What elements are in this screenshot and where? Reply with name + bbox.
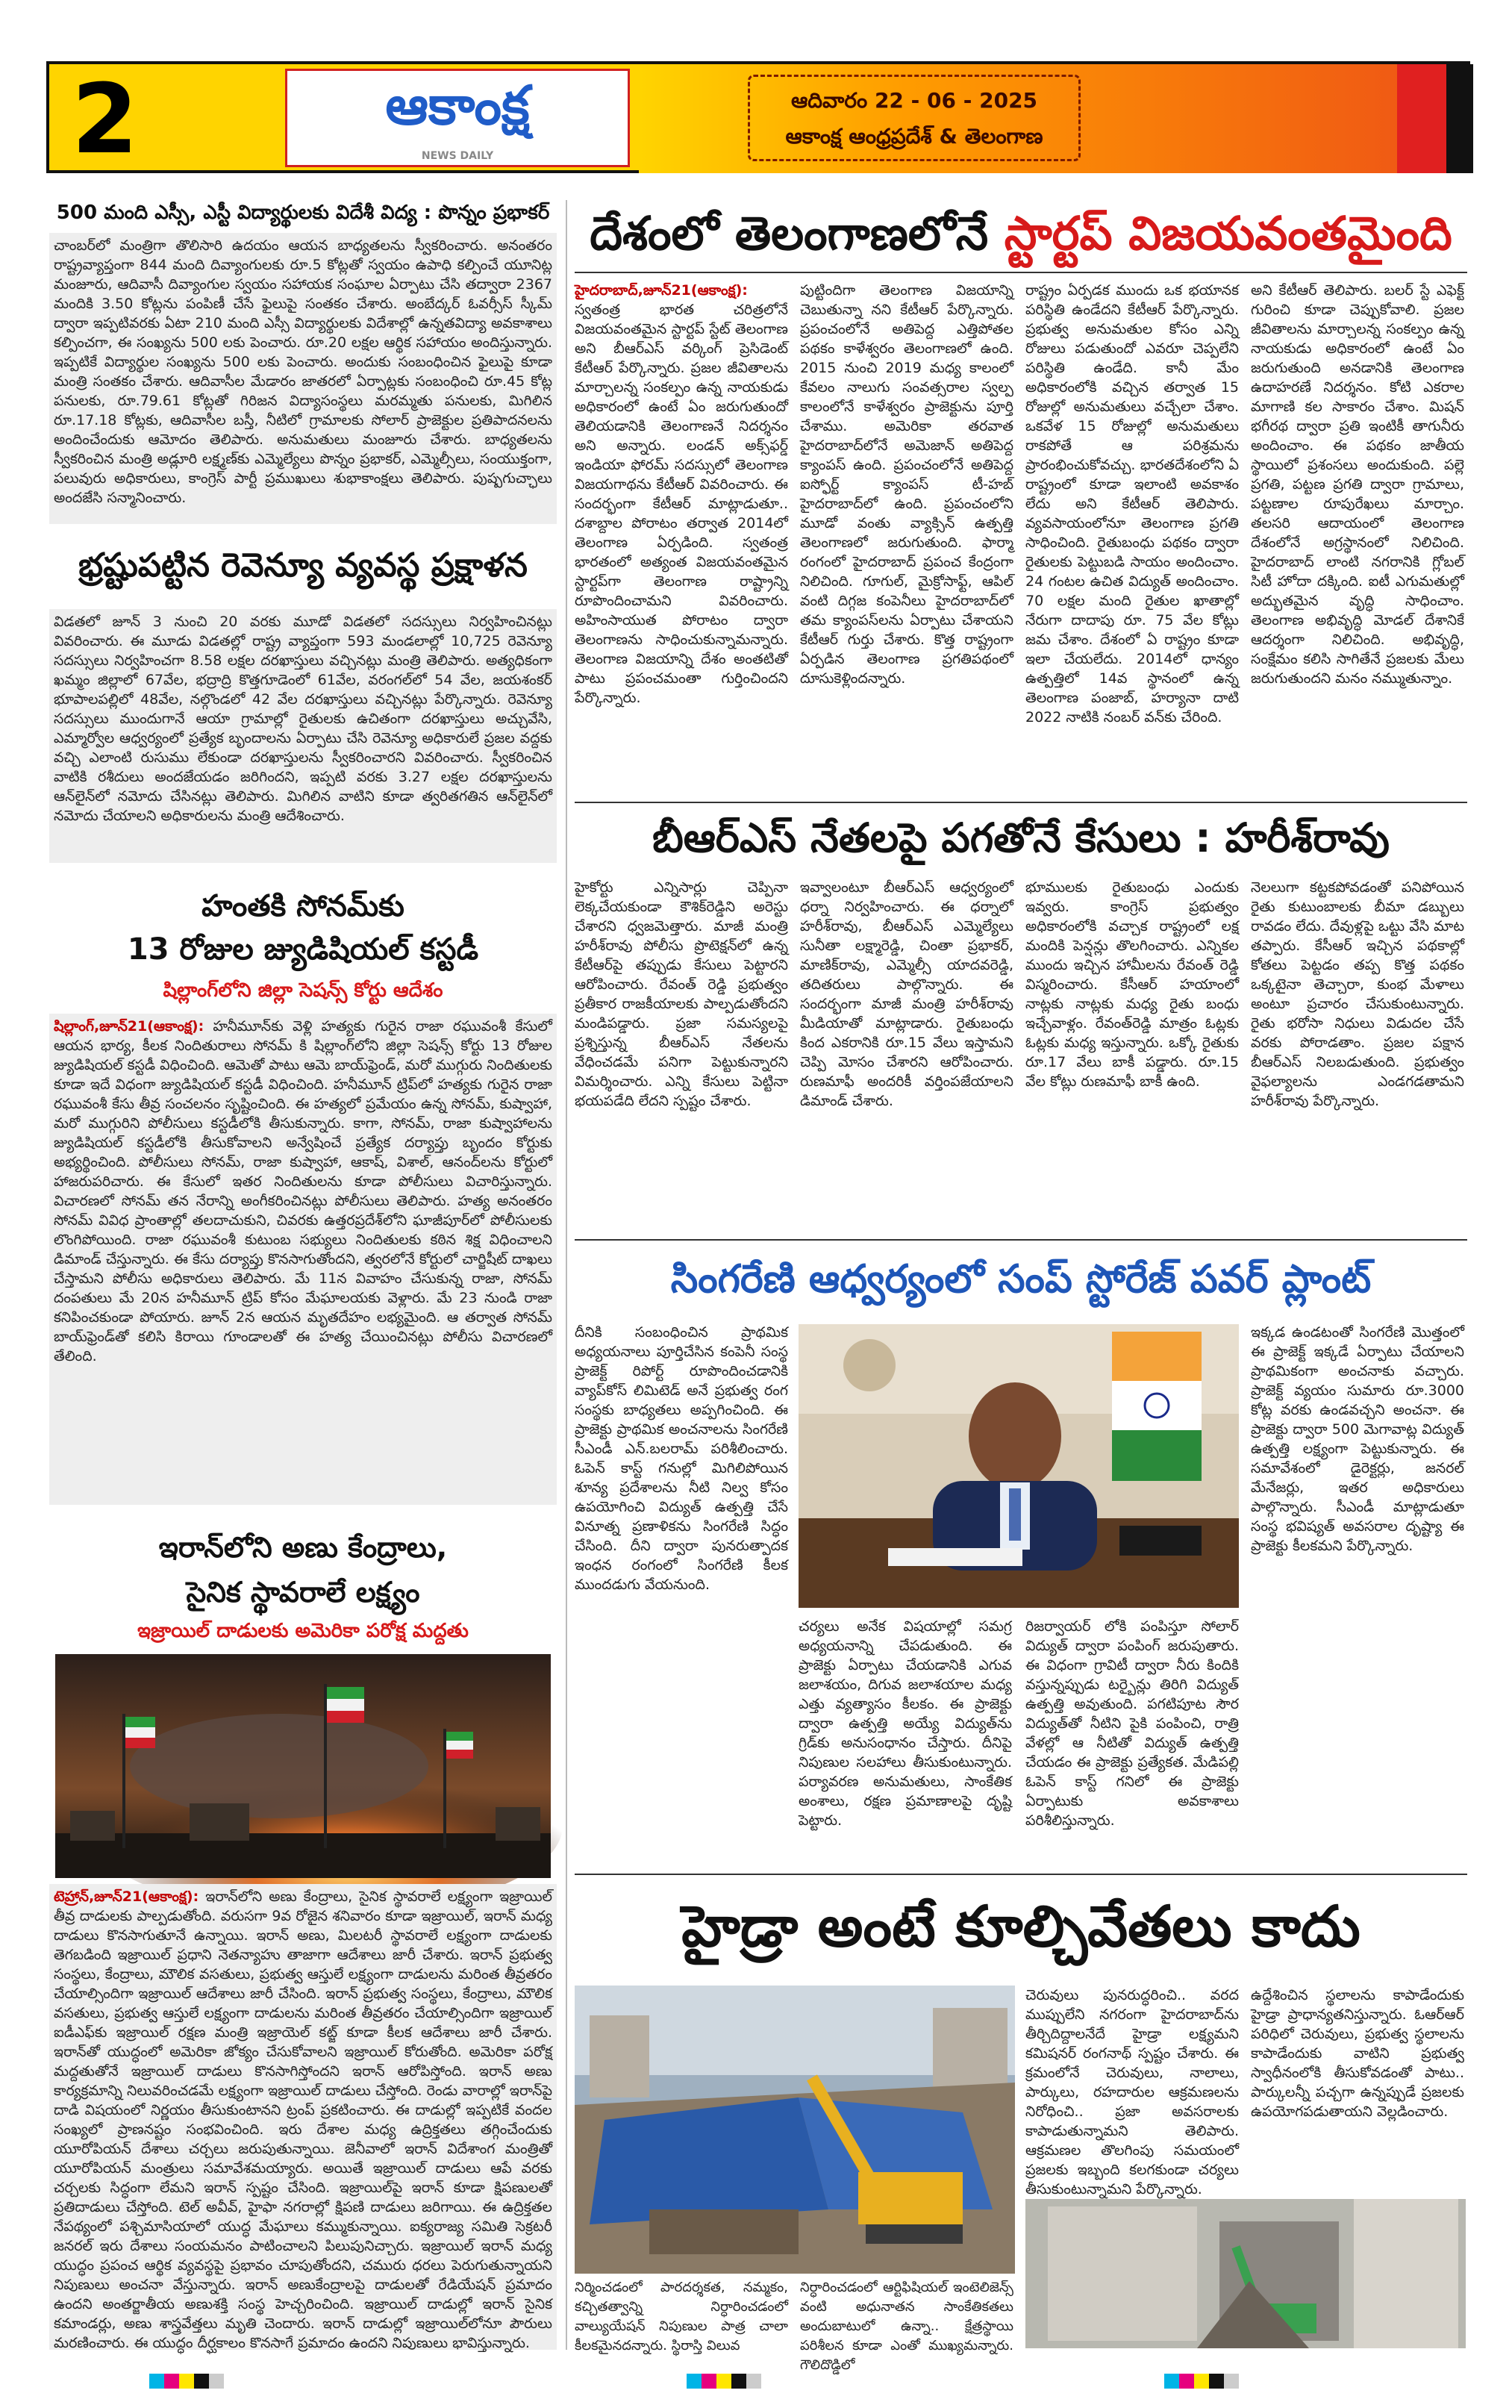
- lead-col1-text: స్వతంత్ర భారత చరిత్రలోనే విజయవంతమైన స్టార్టప్ స్టేట్ తెలంగాణ అని బీఆర్ఎస్ వర్కింగ్ ప్రెసిడెంట్ కేటీఆర్ పేర్కొన్నారు. ప్రజల జీవితాలను మార్చాలన్న సంకల్పం ఉన్న నాయకుడు అధికారంలో ఉంటే ఏం జరుగుతుందో తెలియడానికి తెలంగాణనే నిదర్శనం అని అన్నారు. లండన్ అక్స్‌ఫర్డ్ ఇండియా ఫోరమ్ సదస్సులో తెలంగాణ విజయగాథను కేటీఆర్ వివరించారు. ఈ సందర్భంగా కేటీఆర్ మాట్లాడుతూ.. దశాబ్దాల పోరాటం తర్వాత 2014లో తెలంగాణ ఏర్పడింది. స్వతంత్ర భారతంలో అత్యంత విజయవంతమైన స్టార్టప్‌గా తెలంగాణ రాష్ట్రాన్ని రూపొందించామని వివరించారు. అహింసాయుత పోరాటం ద్వారా తెలంగాణను సాధించుకున్నామన్నారు. తెలంగాణ విజయాన్ని దేశం అంతటితో పాటు ప్రపంచమంతా గుర్తించిందని పేర్కొన్నారు.: [575, 302, 788, 706]
- harish-col4: నెలలుగా కట్టకపోవడంతో పనిపోయిన రైతు కుటుంబాలకు బీమా డబ్బులు రావడం లేదు. దేవుళ్లపై ఒట్టు వేసి మాట తప్పారు. కేసీఆర్ ఇచ్చిన పథకాల్లో కోతలు పెట్టడం తప్ప కొత్త పథకం ఒక్కటైనా తెచ్చారా, కుంభ మేళాలు అంటూ ప్రచారం చేసుకుంటున్నారు. రైతు భరోసా నిధులు విడుదల చేసే వరకు పోరాడతాం. ప్రజల పక్షాన బీఆర్ఎస్ నిలబడుతుంది. ప్రభుత్వం వైఫల్యాలను ఎండగడతామని హరీశ్‌రావు పేర్కొన్నారు.: [1251, 879, 1464, 1109]
- lead-col4: అని కేటీఆర్ తెలిపారు. బలర్ స్టే ఎఫెక్ట్ గురించి కూడా చెప్పుకోవాలి. ప్రజల జీవితాలను మార్చాలన్న సంకల్పం ఉన్న నాయకుడు అధికారంలో ఉంటే ఏం జరుగుతుంది అనడానికి తెలంగాణ ఉదాహరణే నిదర్శనం. కోటి ఎకరాల మాగాణి కల సాకారం చేశాం. మిషన్ భగీరథ ద్వారా ప్రతి ఇంటికీ తాగునీరు అందించాం. ఈ పథకం జాతీయ స్థాయిలో ప్రశంసలు అందుకుంది. పల్లె ప్రగతి, పట్టణ ప్రగతి ద్వారా గ్రామాలు, పట్టణాల రూపురేఖలు మార్చాం. తలసరి ఆదాయంలో తెలంగాణ దేశంలోనే అగ్రస్థానంలో నిలిచింది. హైదరాబాద్ లాంటి నగరానికి గ్లోబల్ సిటీ హోదా దక్కింది. ఐటీ ఎగుమతుల్లో అద్భుతమైన వృద్ధి సాధించాం. తెలంగాణ అభివృద్ధి మోడల్ దేశానికే ఆదర్శంగా నిలిచింది. అభివృద్ధి, సంక్షేమం కలిసి సాగితేనే ప్రజలకు మేలు జరుగుతుందని మనం నమ్ముతున్నాం.: [1251, 282, 1464, 687]
- singareni-col3: రిజర్వాయర్ లోకి పంపిస్తూ సోలార్ విద్యుత్ ద్వారా పంపింగ్ జరుపుతారు. ఈ విధంగా గ్రావిటీ ద్వారా నీరు కిందికి వస్తున్నప్పుడు టర్బైన్లు తిరిగి విద్యుత్ ఉత్పత్తి అవుతుంది. పగటిపూట సౌర విద్యుత్‌తో నీటిని పైకి పంపించి, రాత్రి వేళల్లో ఆ నీటితో విద్యుత్ ఉత్పత్తి చేయడం ఈ ప్రాజెక్టు ప్రత్యేకత. మేడిపల్లి ఓపెన్ కాస్ట్ గనిలో ఈ ప్రాజెక్టు ఏర్పాటుకు అవకాశాలు పరిశీలిస్తున్నారు.: [1025, 1618, 1239, 1829]
- lead-headline: [575, 200, 1467, 267]
- column-divider: [566, 200, 567, 2350]
- story1-title: 500 మంది ఎస్సీ, ఎస్టీ విద్యార్థులకు విదేశీ విద్య : పొన్నం ప్రభాకర్: [56, 202, 550, 224]
- story4-subtitle: ఇజ్రాయిల్ దాడులకు అమెరికా పరోక్ష మద్దతు: [137, 1620, 469, 1642]
- lead-col2: పుట్టిందిగా తెలంగాణ విజయాన్ని చెబుతున్నా నని కేటీఆర్ పేర్కొన్నారు. ప్రపంచంలోనే అతిపెద్ద ఎత్తిపోతల పథకం కాళేశ్వరం తెలంగాణలో ఉంది. 2015 నుంచి 2019 మధ్య కాలంలో కేవలం నాలుగు సంవత్సరాల స్వల్ప కాలంలోనే కాళేశ్వరం ప్రాజెక్టును పూర్తి చేశాము. అమెరికా తరవాత హైదరాబాద్‌లోనే అమెజాన్ అతిపెద్ద క్యాంపస్ ఉంది. ప్రపంచంలోనే అతిపెద్ద ఐస్ఫోర్ట్ క్యాంపస్ టీ-హబ్ హైదరాబాద్‌లో ఉంది. ప్రపంచంలోని మూడో వంతు వ్యాక్సిన్ ఉత్పత్తి తెలంగాణలో జరుగుతుంది. ఫార్మా రంగంలో హైదరాబాద్ ప్రపంచ కేంద్రంగా నిలిచింది. గూగుల్, మైక్రోసాఫ్ట్, ఆపిల్ వంటి దిగ్గజ కంపెనీలు హైదరాబాద్‌లో తమ క్యాంపస్‌లను ఏర్పాటు చేశాయని కేటీఆర్ గుర్తు చేశారు. కొత్త రాష్ట్రంగా ఏర్పడిన తెలంగాణ ప్రగతిపథంలో దూసుకెళ్లిందన్నారు.: [800, 282, 1013, 687]
- hydra-col3: చెరువులు పునరుద్ధరించి.. వరద ముప్పులేని నగరంగా హైదరాబాద్‌ను తీర్చిదిద్దాలనేదే హైడ్రా లక్ష్యమని కమిషనర్ రంగనాథ్ స్పష్టం చేశారు. ఈ క్రమంలోనే చెరువులు, నాలాలు, పార్కులు, రహదారుల ఆక్రమణలను నిరోధించి.. ప్రజా అవసరాలకు కాపాడుతున్నామని తెలిపారు. ఆక్రమణల తొలగింపు సమయంలో ప్రజలకు ఇబ్బంది కలగకుండా చర్యలు తీసుకుంటున్నామని పేర్కొన్నారు.: [1025, 1987, 1239, 2198]
- section-rule-3: [575, 1874, 1467, 1875]
- harish-col3: భూములకు రైతుబంధు ఎందుకు ఇవ్వరు. కాంగ్రెస్ ప్రభుత్వం అధికారంలోకి వచ్చాక రాష్ట్రంలో లక్ష మందికి పెన్షన్లు తొలగించారు. ఎన్నికల ముందు ఇచ్చిన హామీలను రేవంత్ రెడ్డి విస్మరించారు. కేసీఆర్ హయాంలో నాట్లకు నాట్లకు మధ్య రైతు బంధు ఇచ్చేవాళ్లం. రేవంత్‌రెడ్డి మాత్రం ఓట్లకు ఓట్లకు మధ్య ఇస్తున్నారు. ఒక్కో రైతుకు రూ.17 వేలు బాకీ పడ్డారు. రూ.15 వేల కోట్లు రుణమాఫీ బాకీ ఉంది.: [1025, 879, 1239, 1090]
- date-box: [748, 75, 1081, 161]
- color-bar-center: [687, 2374, 761, 2392]
- edition-name: ఆకాంక్ష ఆంధ్రప్రదేశ్ & తెలంగాణ: [785, 124, 1043, 149]
- demolition-photo-1: [575, 1986, 1015, 2274]
- singareni-cmd-photo: [799, 1324, 1239, 1608]
- story4-title-line2: సైనిక స్థావరాలే లక్ష్యం: [186, 1576, 420, 1609]
- story3-dateline: షిల్లాంగ్,జూన్21(ఆకాంక్ష):: [54, 1018, 204, 1035]
- hydra-caption2: నిర్ధారించడంలో ఆర్టిఫిషియల్ ఇంటెలిజెన్స్ వంటి అధునాతన సాంకేతికతలు అందుబాటులో ఉన్నా.. క్షేత్రస్థాయి పరిశీలన కూడా ఎంతో ముఖ్యమన్నారు. గౌలిదొడ్డిలో: [800, 2280, 1013, 2373]
- demolished-building-image: [1025, 2199, 1466, 2348]
- left-column: [49, 200, 557, 2350]
- story3-title-line2: 13 రోజుల జ్యుడిషియల్ కస్టడీ: [127, 932, 479, 967]
- demolition-site-image: [575, 1986, 1015, 2274]
- story2-body: విడతలో జూన్ 3 నుంచి 20 వరకు మూడో విడతలో సదస్సులు నిర్వహించినట్లు వివరించారు. ఈ మూడు విడతల్లో రాష్ట్ర వ్యాప్తంగా 593 మండలాల్లో 10,725 రెవెన్యూ సదస్సులు నిర్వహించగా 8.58 లక్షల దరఖాస్తులు వచ్చినట్లు మంత్రి తెలిపారు. అత్యధికంగా ఖమ్మం జిల్లాలో 67వేల, భద్రాద్రి కొత్తగూడెంలో 61వేల, వరంగల్‌లో 54 వేల, జయశంకర్ భూపాలపల్లిలో 48వేల, నల్గొండలో 42 వేల దరఖాస్తులు వచ్చినట్లు పేర్కొన్నారు. రెవెన్యూ సదస్సులు ముందుగానే ఆయా గ్రామాల్లో రైతులకు ఉచితంగా దరఖాస్తులు అచ్చువేసి, ఎమ్మార్వోల ఆధ్వర్యంలో ప్రత్యేక బృందాలను ఏర్పాటు చేసి రెవెన్యూ అధికారులే ప్రజల వద్దకు వచ్చి ఎలాంటి రుసుము లేకుండా దరఖాస్తులను స్వీకరించారని వివరించారు. స్వీకరించిన వాటికి రశీదులు అందజేయడం జరిగిందని, ఇప్పటి వరకు 3.27 లక్షల దరఖాస్తులను ఆన్‌లైన్‌లో నమోదు చేసినట్లు తెలిపారు. మిగిలిన వాటిని కూడా త్వరితగతిన ఆన్‌లైన్‌లో నమోదు చేయాలని అధికారులను మంత్రి ఆదేశించారు.: [49, 609, 557, 863]
- logo-tag: NEWS DAILY: [421, 150, 494, 162]
- section-rule-2: [575, 1239, 1467, 1241]
- masthead-black-block: [1446, 64, 1473, 173]
- story3-body: హనీమూన్‌కు వెళ్లి హత్యకు గురైన రాజా రఘువంశీ కేసులో ఆయన భార్య, కీలక నిందితురాలు సోనమ్‌ కి షిల్లాంగ్‌లోని జిల్లా సెషన్స్ కోర్టు 13 రోజుల జ్యుడిషియల్ కస్టడీ విధించింది. ఆమెతో పాటు ఆమె బాయ్‌ఫ్రెండ్, మరో ముగ్గురు నిందితులకు కూడా ఇదే విధంగా జ్యుడిషియల్ కస్టడీ విధించింది. హనీమూన్ ట్రిప్‌లో హత్యకు గురైన రాజా రఘువంశీ కేసు తీవ్ర సంచలనం సృష్టించింది. ఈ హత్యలో ప్రమేయం ఉన్న సోనమ్, కుష్వాహా, మరో ముగ్గురిని పోలీసులు కస్టడీలోకి తీసుకున్నారు. కాగా, సోనమ్, రాజా కుష్వాహాలను జ్యుడిషియల్ కస్టడీలోకి తీసుకోవాలని అన్వేషించే ప్రత్యేక దర్యాప్తు బృందం కోర్టుకు అభ్యర్థించింది. పోలీసులు సోనమ్, రాజా కుష్వాహా, ఆకాష్, విశాల్, ఆనంద్‌లను కోర్టులో హాజరుపరిచారు. ఈ కేసులో ఇతర నిందితులను కూడా పోలీసులు విచారిస్తున్నారు. విచారణలో సోనమ్ తన నేరాన్ని అంగీకరించినట్లు పోలీసులు తెలిపారు. హత్య అనంతరం సోనమ్ వివిధ ప్రాంతాల్లో తలదాచుకుని, చివరకు ఉత్తరప్రదేశ్‌లోని ఘాజీపూర్‌లో పోలీసులకు లొంగిపోయింది. రాజా రఘువంశీ కుటుంబ సభ్యులు నిందితులకు కఠిన శిక్ష విధించాలని డిమాండ్ చేస్తున్నారు. ఈ కేసు దర్యాప్తు కొనసాగుతోందని, త్వరలోనే కోర్టులో చార్జిషీట్ దాఖలు చేస్తామని పోలీసు అధికారులు తెలిపారు. మే 11న వివాహం చేసుకున్న రాజా, సోనమ్ దంపతులు మే 20న హనీమూన్ ట్రిప్ కోసం మేఘాలయకు వెళ్లారు. మే 23 నుండి రాజా కనిపించకుండా పోయారు. జూన్ 2న ఆయన మృతదేహం లభ్యమైంది. ఆ తర్వాత సోనమ్ బాయ్‌ఫ్రెండ్‌తో కలిసి కిరాయి గూండాలతో ఈ హత్య చేయించినట్లు పోలీసు విచారణలో తేలింది.: [54, 1018, 552, 1364]
- lead-rule: [575, 272, 1467, 273]
- singareni-col1: దీనికి సంబంధించిన ప్రాథమిక అధ్యయనాలు పూర్తిచేసిన కంపెనీ సంస్థ ప్రాజెక్ట్ రిపోర్ట్ రూపొందించడానికి వ్యాప్‌కోస్ లిమిటెడ్ అనే ప్రభుత్వ రంగ సంస్థకు బాధ్యతలు అప్పగించింది. ఈ ప్రాజెక్టు ప్రాథమిక అంచనాలను సింగరేణి సీఎండీ ఎన్.బలరామ్ పరిశీలించారు. ఓపెన్ కాస్ట్ గనుల్లో మిగిలిపోయిన శూన్య ప్రదేశాలను నీటి నిల్వ కోసం ఉపయోగించి విద్యుత్ ఉత్పత్తి చేసే వినూత్న ప్రణాళికను సింగరేణి సిద్ధం చేసింది. దీని ద్వారా పునరుత్పాదక ఇంధన రంగంలో సింగరేణి కీలక ముందడుగు వేయనుంది.: [575, 1324, 788, 1593]
- story3-body-wrap: [49, 1014, 557, 1505]
- harish-col1: హైకోర్టు ఎన్నిసార్లు చెప్పినా లెక్కచేయకుండా కౌశిక్‌రెడ్డిని అరెస్టు చేశారని ధ్వజమెత్తారు. మాజీ మంత్రి హరీశ్‌రావు పోలీసు ప్రొటెక్షన్‌లో ఉన్న కేటీఆర్‌పై తప్పుడు కేసులు పెట్టారని ఆరోపించారు. రేవంత్ రెడ్డి ప్రభుత్వం ప్రతీకార రాజకీయాలకు పాల్పడుతోందని మండిపడ్డారు. ప్రజా సమస్యలపై ప్రశ్నిస్తున్న బీఆర్ఎస్ నేతలను వేధించడమే పనిగా పెట్టుకున్నారని విమర్శించారు. ఎన్ని కేసులు పెట్టినా భయపడేది లేదని స్పష్టం చేశారు.: [575, 879, 788, 1109]
- hydra-col4: ఉద్దేశించిన స్థలాలను కాపాడేందుకు హైడ్రా ప్రాధాన్యతనిస్తున్నారు. ఓఆర్ఆర్ పరిధిలో చెరువులు, ప్రభుత్వ స్థలాలను కాపాడేందుకు వాటిని ప్రభుత్వ స్వాధీనంలోకి తీసుకోవడంతో పాటు.. పార్కులన్నీ పచ్చగా ఉన్నప్పుడే ప్రజలకు ఉపయోగపడుతాయని వెల్లడించారు.: [1251, 1987, 1464, 2120]
- singareni-col2: చర్యలు అనేక విషయాల్లో సమగ్ర అధ్యయనాన్ని చేపడుతుంది. ఈ ప్రాజెక్టు ఏర్పాటు చేయడానికి ఎగువ జలాశయం, దిగువ జలాశయాల మధ్య ఎత్తు వ్యత్యాసం కీలకం. ఈ ప్రాజెక్టు ద్వారా ఉత్పత్తి అయ్యే విద్యుత్‌ను గ్రిడ్‌కు అనుసంధానం చేస్తారు. దీనిపై నిపుణుల సలహాలు తీసుకుంటున్నారు. పర్యావరణ అనుమతులు, సాంకేతిక అంశాలు, రక్షణ ప్రమాణాలపై దృష్టి పెట్టారు.: [799, 1618, 1012, 1829]
- logo-text: ఆకాంక్ష: [385, 74, 530, 137]
- singareni-col4: ఇక్కడ ఉండటంతో సింగరేణి మొత్తంలో ఈ ప్రాజెక్ట్ ఇక్కడే ఏర్పాటు చేయాలని ప్రాథమికంగా అంచనాకు వచ్చారు. ప్రాజెక్ట్ వ్యయం సుమారు రూ.3000 కోట్ల వరకు ఉండవచ్చని అంచనా. ఈ ప్రాజెక్టు ద్వారా 500 మెగావాట్ల విద్యుత్ ఉత్పత్తి లక్ష్యంగా పెట్టుకున్నారు. ఈ సమావేశంలో డైరెక్టర్లు, జనరల్ మేనేజర్లు, ఇతర అధికారులు పాల్గొన్నారు. సీఎండీ మాట్లాడుతూ సంస్థ భవిష్యత్ అవసరాల దృష్ట్యా ఈ ప్రాజెక్టు కీలకమని పేర్కొన్నారు.: [1251, 1324, 1464, 1554]
- section-rule-1: [575, 802, 1467, 803]
- story4-title-line1: ఇరాన్‌లోని అణు కేంద్రాలు,: [158, 1531, 448, 1564]
- lead-headline-black: దేశంలో తెలంగాణలోనే: [590, 206, 1005, 261]
- masthead: [46, 61, 1470, 173]
- story3-subtitle: షిల్లాంగ్‌లోని జిల్లా సెషన్స్ కోర్టు ఆదేశం: [163, 979, 443, 1002]
- lead-dateline: హైదరాబాద్,జూన్21(ఆకాంక్ష):: [575, 282, 748, 299]
- singareni-story: [575, 1244, 1467, 1871]
- lead-story: [575, 200, 1467, 797]
- harish-col2: ఇవ్వాలంటూ బీఆర్ఎస్ ఆధ్వర్యంలో ధర్నా నిర్వహించారు. ఈ ధర్నాలో హరీశ్‌రావు, బీఆర్ఎస్ ఎమ్మెల్యేలు సునీతా లక్ష్మారెడ్డి, చింతా ప్రభాకర్, మాణిక్‌రావు, ఎమ్మెల్సీ యాదవరెడ్డి, తదితరులు పాల్గొన్నారు. ఈ సందర్భంగా మాజీ మంత్రి హరీశ్‌రావు మీడియాతో మాట్లాడారు. రైతుబంధు కింద ఎకరానికి రూ.15 వేలు ఇస్తామని చెప్పి మోసం చేశారని ఆరోపించారు. రుణమాఫీ అందరికీ వర్తింపజేయాలని డిమాండ్ చేశారు.: [800, 879, 1013, 1109]
- iran-strike-photo: [55, 1654, 551, 1878]
- issue-date: ఆదివారం 22 - 06 - 2025: [790, 88, 1038, 113]
- hydra-headline: హైడ్రా అంటే కూల్చివేతలు కాదు: [681, 1893, 1361, 1959]
- masthead-red-block: [1397, 64, 1446, 173]
- harish-headline: బీఆర్ఎస్ నేతలపై పగతోనే కేసులు : హరీశ్‌రావు: [652, 814, 1390, 861]
- story4-body-wrap: [49, 1884, 557, 2350]
- story1-body: చాంబర్‌లో మంత్రిగా తొలిసారి ఉదయం ఆయన బాధ్యతలను స్వీకరించారు. అనంతరం రాష్ట్రవ్యాప్తంగా 844 మంది దివ్యాంగులకు రూ.5 కోట్లతో స్వయం ఉపాధి కల్పించే యూనిట్ల మంజూరు, ఆదివాసీ దివ్యాంగుల స్వయం సహాయక సంఘాల ఏర్పాటు చేసి తద్వారా 2367 మందికి 3.50 కోట్లను పంపిణీ చేసే ఫైలుపై సంతకం చేశారు. అంబేద్కర్ ఓవర్సీస్ స్కీమ్ ద్వారా ఇప్పటివరకు ఏటా 210 మంది ఎస్సీ విద్యార్థులకు విదేశాల్లో ఉన్నతవిద్యా అవకాశాలు కల్పించగా, ఈ సంఖ్యను 500 లకు పెంచారు. రూ.20 లక్షల ఆర్థిక సహాయం అందిస్తున్నారు. ఇప్పటికే విద్యార్థుల సంఖ్యను 500 లకు పెంచారు. అందుకు సంబంధించిన ఫైలుపై కూడా మంత్రి సంతకం చేశారు. ఆదివాసీల మేడారం జాతరలో ఏర్పాట్లకు సంబంధించి రూ.45 కోట్ల పనులకు, రూ.79.61 కోట్లతో గిరిజన విద్యాసంస్థలు మరమ్మతు పనులకు, మిగిలిన రూ.17.18 కోట్లకు, ఆదివాసీల బస్తీ, నీటిలో గ్రామాలకు సోలార్ ప్రాజెక్టుల ప్రతిపాదనలను అందించేందుకు ఆమోదం తెలిపారు. అనుమతులు మంజూరు చేశారు. బాధ్యతలను స్వీకరించిన మంత్రి అడ్లూరి లక్ష్మణ్‌కు ఎమ్మెల్యేలు పొన్నం ప్రభాకర్, ఎమ్మెల్సీలు, సంయుక్తంగా, పలువురు అధికారులు, కాంగ్రెస్ పార్టీ ప్రముఖులు శుభాకాంక్షలు తెలిపారు. పుష్పగుచ్ఛాలు అందజేసి సన్మానించారు.: [49, 233, 557, 524]
- story4-body: ఇరాన్‌లోని అణు కేంద్రాలు, సైనిక స్థావరాలే లక్ష్యంగా ఇజ్రాయిల్ తీవ్ర దాడులకు పాల్పడుతోంది. వరుసగా 9వ రోజైన శనివారం కూడా ఇజ్రాయిల్, ఇరాన్ మధ్య దాడులు కొనసాగుతూనే ఉన్నాయి. ఇరాన్ అణు, మిలటరీ స్థావరాలే లక్ష్యంగా దాడులకు తెగబడింది ఇజ్రాయిల్ ప్రధాని నెతన్యాహు తాజాగా ఆదేశాలు జారీ చేశారు. ఇరాన్ ప్రభుత్వ సంస్థలు, కేంద్రాలు, మౌలిక వసతులు, ప్రభుత్వ ఆస్తులే లక్ష్యంగా దాడులను మరింత తీవ్రతరం చేయాల్సిందిగా ఇజ్రాయిల్ ఆదేశాలు జారీ చేసింది. ఇరాన్ ప్రభుత్వ సంస్థలు, కేంద్రాలు, మౌలిక వసతులు, ప్రభుత్వ ఆస్తులే లక్ష్యంగా దాడులను మరింత తీవ్రతరం చేయాల్సిందిగా ఇజ్రాయిల్ ఐడీఎఫ్‌కు ఇజ్రాయిల్ రక్షణ మంత్రి ఇజ్రాయెల్ కట్జ్ కూడా కీలక ఆదేశాలు జారీ చేశారు. ఇరాన్‌తో యుద్ధంలో అమెరికా జోక్యం చేసుకోవాలని ఇజ్రాయిల్ కోరుతోంది. అమెరికా పరోక్ష మద్దతుతోనే ఇజ్రాయిల్ దాడులు కొనసాగిస్తోందని ఇరాన్ ఆరోపిస్తోంది. ఇరాన్ అణు కార్యక్రమాన్ని నిలువరించడమే లక్ష్యంగా ఇజ్రాయిల్ దాడులు చేస్తోంది. రెండు వారాల్లో ఇరాన్‌పై దాడి విషయంలో నిర్ణయం తీసుకుంటానని ట్రంప్ ప్రకటించారు. ఈ దాడుల్లో ఇప్పటికే వందల సంఖ్యలో ప్రాణనష్టం సంభవించింది. ఇరు దేశాల మధ్య ఉద్రిక్తతలు తగ్గించేందుకు యూరోపియన్ దేశాలు చర్చలు జరుపుతున్నాయి. జెనీవాలో ఇరాన్ విదేశాంగ మంత్రితో యూరోపియన్ మంత్రులు సమావేశమయ్యారు. అయితే ఇజ్రాయిల్ దాడులు ఆపే వరకు చర్చలకు సిద్ధంగా లేమని ఇరాన్ స్పష్టం చేసింది. ఇజ్రాయిల్‌పై ఇరాన్ కూడా క్షిపణులతో ప్రతిదాడులు చేస్తోంది. టెల్ అవీవ్, హైఫా నగరాల్లో క్షిపణి దాడులు జరిగాయి. ఈ ఉద్రిక్తతల నేపథ్యంలో పశ్చిమాసియాలో యుద్ధ మేఘాలు కమ్ముకున్నాయి. ఐక్యరాజ్య సమితి సెక్రటరీ జనరల్ ఇరు దేశాలు సంయమనం పాటించాలని పిలుపునిచ్చారు. ఇజ్రాయిల్ ఇరాన్ మధ్య యుద్ధం ప్రపంచ ఆర్థిక వ్యవస్థపై ప్రభావం చూపుతోందని, చమురు ధరలు పెరుగుతున్నాయని నిపుణులు అంచనా వేస్తున్నారు. ఇరాన్ అణుకేంద్రాలపై దాడులతో రేడియేషన్ ప్రమాదం ఉందని అంతర్జాతీయ అణుశక్తి సంస్థ హెచ్చరించింది. ఇజ్రాయిల్ దాడుల్లో ఇరాన్ సైనిక కమాండర్లు, అణు శాస్త్రవేత్తలు మృతి చెందారు. ఇరాన్ దాడుల్లో ఇజ్రాయిల్‌లోనూ పౌరులు మరణించారు. ఈ యుద్ధం దీర్ఘకాలం కొనసాగే ప్రమాదం ఉందని నిపుణులు భావిస్తున్నారు.: [54, 1888, 552, 2351]
- story4-dateline: టెహ్రాన్,జూన్21(ఆకాంక్ష):: [54, 1888, 199, 1905]
- harish-story: [575, 806, 1467, 1239]
- lead-col1: [575, 281, 788, 793]
- official-at-desk-image: [799, 1324, 1239, 1608]
- hydra-caption1: నిర్మించడంలో పారదర్శకత, నమ్మకం, కచ్చితత్వాన్ని నిర్ధారించడంలో వాల్యుయేషన్ నిపుణుల పాత్ర చాలా కీలకమైనదన్నారు. స్థిరాస్తి విలువ: [575, 2280, 788, 2354]
- story3-title-line1: హంతకి సోనమ్‌కు: [202, 889, 404, 923]
- color-bar-right: [1164, 2374, 1239, 2392]
- lead-headline-red: స్టార్టప్ విజయవంతమైంది: [1004, 206, 1452, 261]
- lead-col3: రాష్ట్రం ఏర్పడక ముందు ఒక భయానక పరిస్థితి ఉండేదని కేటీఆర్ పేర్కొన్నారు. ప్రభుత్వ అనుమతుల కోసం ఎన్ని రోజులు పడుతుందో ఎవరూ చెప్పలేని పరిస్థితి ఉండేది. కానీ మేం అధికారంలోకి వచ్చిన తర్వాత 15 రోజుల్లో అనుమతులు వచ్చేలా చేశాం. ఒకవేళ 15 రోజుల్లో అనుమతులు రాకపోతే ఆ పరిశ్రమను ప్రారంభించుకోవచ్చు. భారతదేశంలోని ఏ రాష్ట్రంలో కూడా ఇలాంటి అవకాశం లేదు అని కేటీఆర్ తెలిపారు. వ్యవసాయంలోనూ తెలంగాణ ప్రగతి సాధించింది. రైతుబంధు పథకం ద్వారా రైతులకు పెట్టుబడి సాయం అందించాం. 24 గంటల ఉచిత విద్యుత్ అందించాం. 70 లక్షల మంది రైతుల ఖాతాల్లో నేరుగా దాదాపు రూ. 75 వేల కోట్లు జమ చేశాం. దేశంలో ఏ రాష్ట్రం కూడా ఇలా చేయలేదు. 2014లో ధాన్యం ఉత్పత్తిలో 14వ స్థానంలో ఉన్న తెలంగాణ పంజాబ్, హర్యానా దాటి 2022 నాటికి నంబర్ వన్‌కు చేరింది.: [1025, 282, 1239, 726]
- singareni-headline: సింగరేణి ఆధ్వర్యంలో సంప్ స్టోరేజ్ పవర్ ప్లాంట్: [670, 1257, 1372, 1302]
- story2-title: భ్రష్టుపట్టిన రెవెన్యూ వ్యవస్థ ప్రక్షాళన: [78, 546, 528, 584]
- newspaper-logo: [285, 69, 630, 167]
- page-number: 2: [72, 64, 139, 175]
- color-bar-left: [149, 2374, 224, 2392]
- hydra-story: [575, 1878, 1467, 2373]
- demolition-photo-2: [1025, 2199, 1466, 2348]
- iran-strike-image: [55, 1654, 551, 1878]
